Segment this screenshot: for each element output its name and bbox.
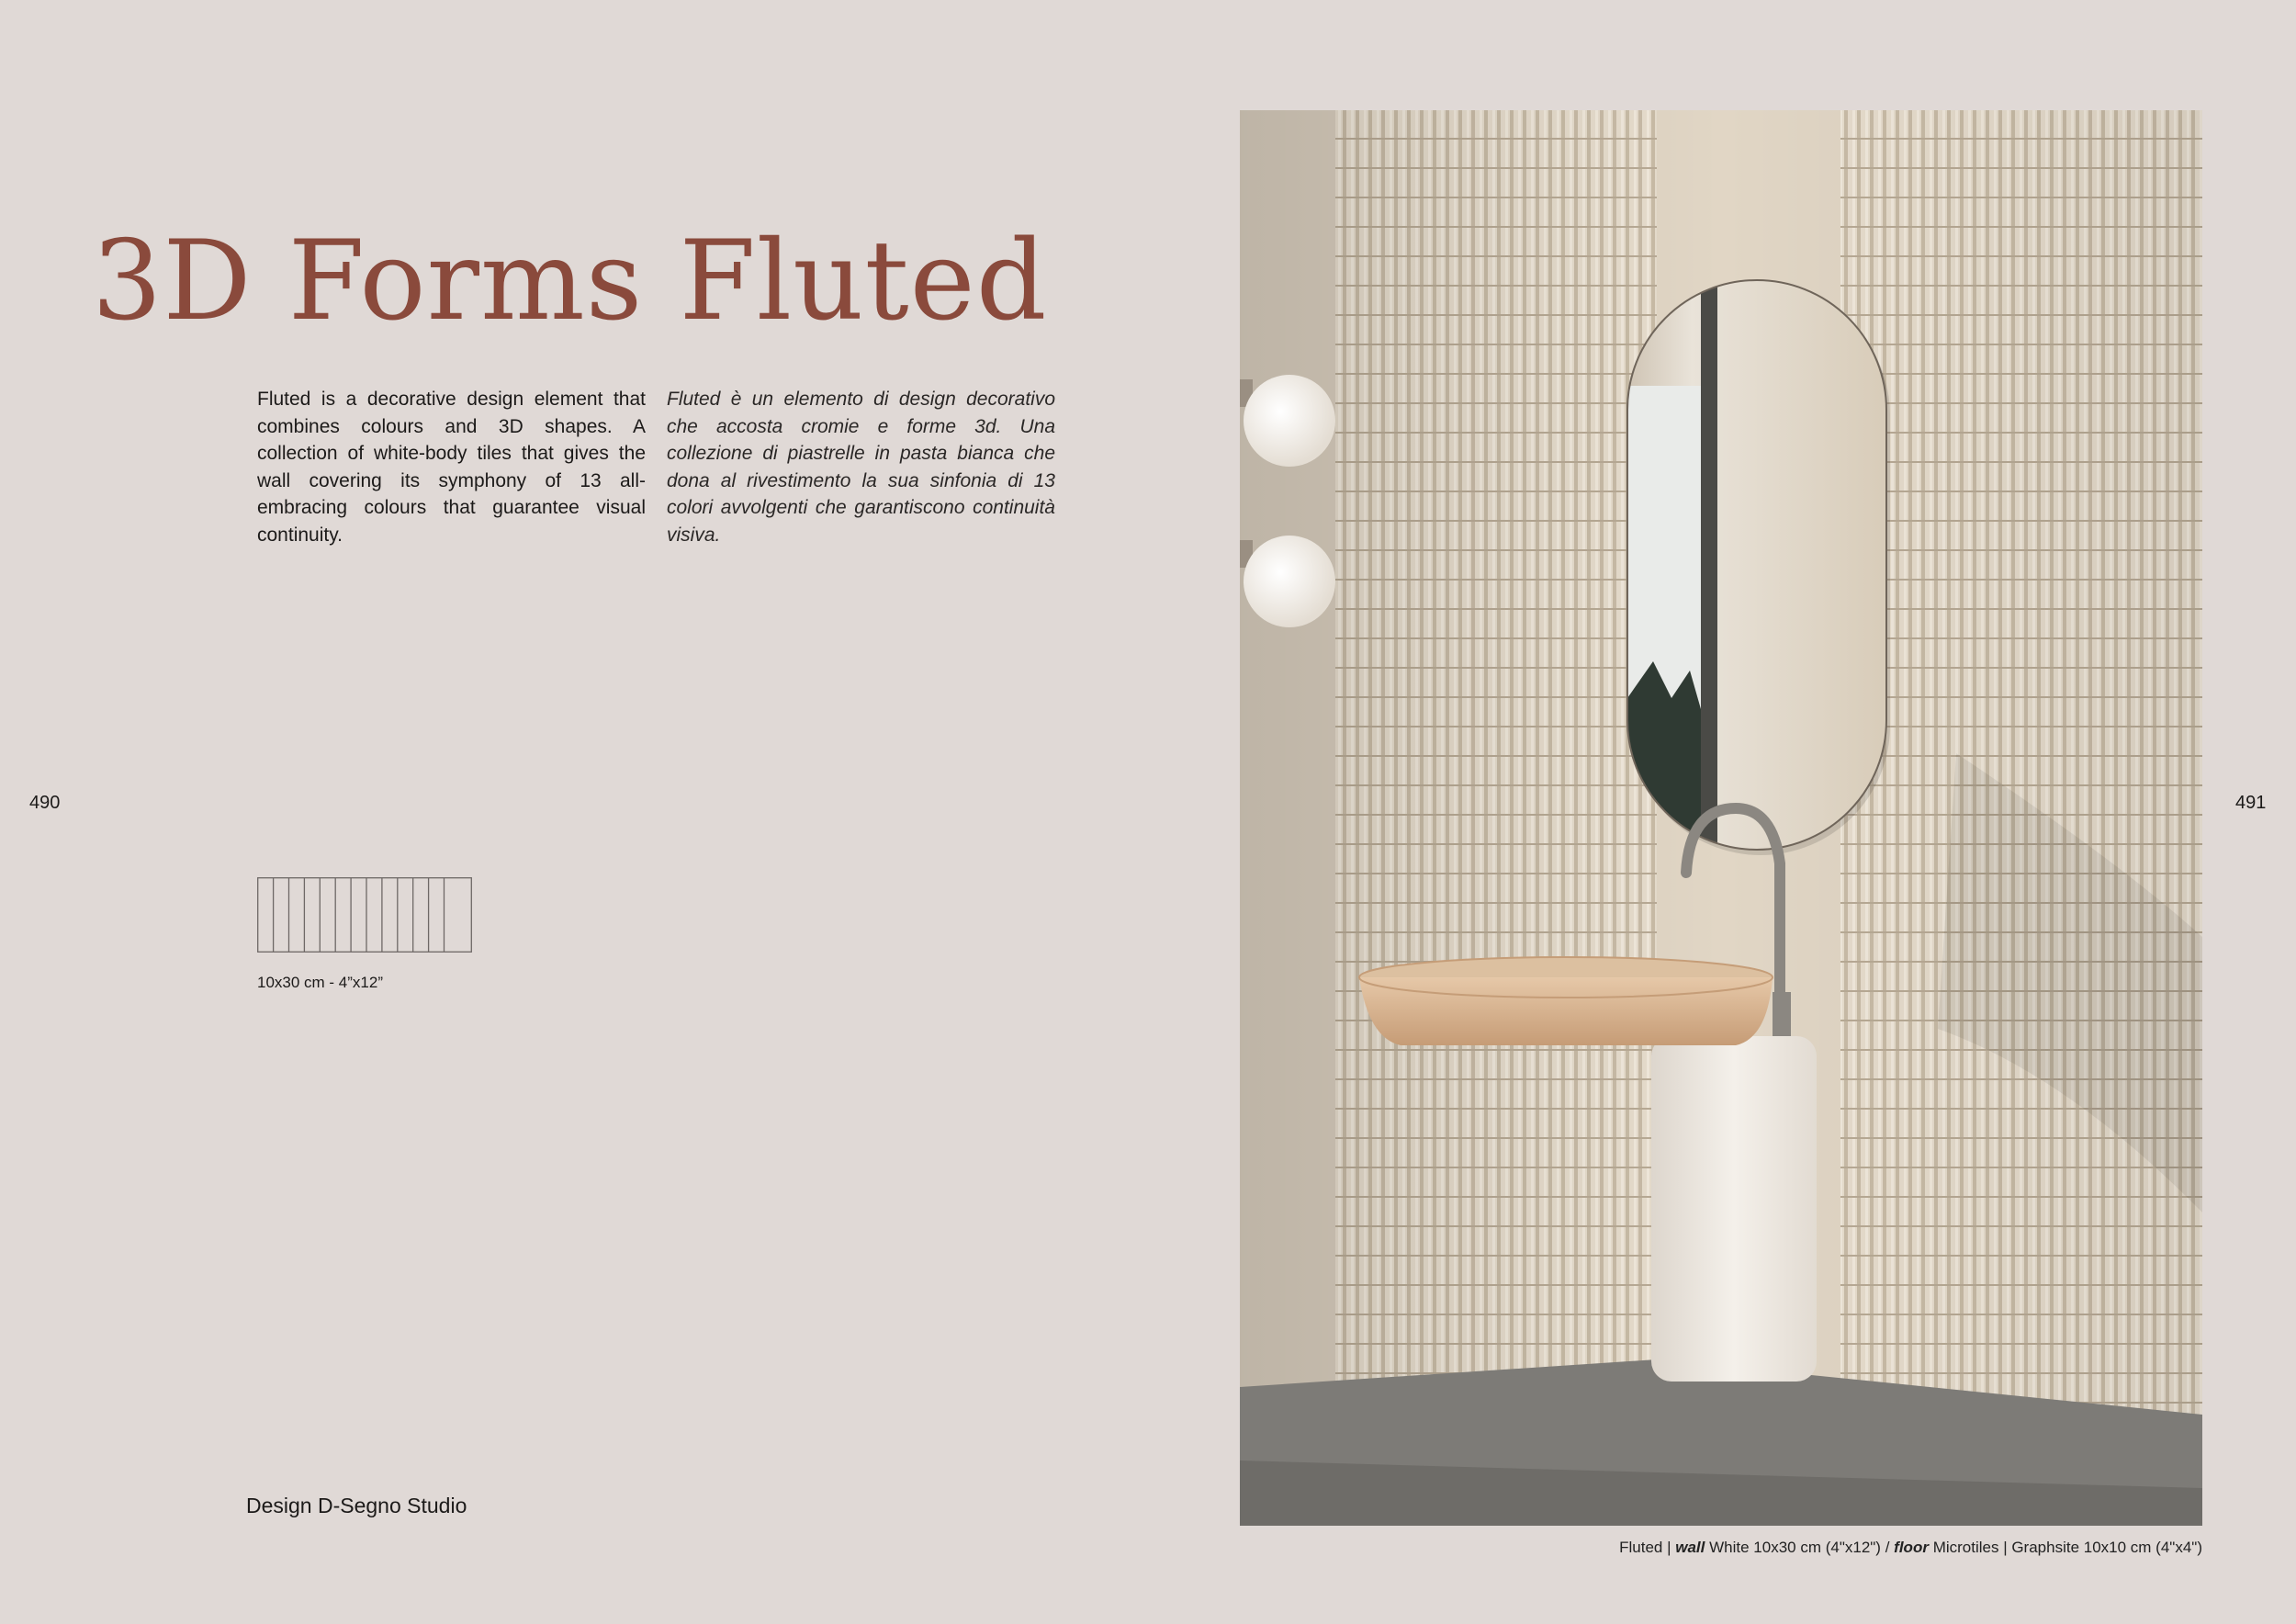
caption-separator: | bbox=[1667, 1539, 1671, 1556]
caption-separator: / bbox=[1885, 1539, 1890, 1556]
page-number-left: 490 bbox=[29, 793, 61, 813]
photo-caption bbox=[1619, 1539, 2202, 1557]
caption-floor-label: floor bbox=[1894, 1539, 1929, 1556]
fluted-tile-icon bbox=[257, 877, 472, 953]
caption-product: Fluted bbox=[1619, 1539, 1663, 1556]
description-italian: Fluted è un elemento di design decorativo che accosta cromie e forme 3d. Una collezione di piastrelle in pasta bianca che dona al rivestimento la sua sinfonia di 13 colori avvolgenti che garantiscono continuità visiva. bbox=[667, 389, 1055, 546]
page-number-right: 491 bbox=[2235, 793, 2267, 813]
caption-wall-label: wall bbox=[1675, 1539, 1705, 1556]
bathroom-photo bbox=[1240, 110, 2202, 1526]
caption-floor-value: Microtiles | Graphsite 10x10 cm (4"x4") bbox=[1932, 1539, 2202, 1556]
page-title: 3D Forms Fluted bbox=[92, 218, 1048, 345]
description-english: Fluted is a decorative design element that combines colours and 3D shapes. A collection of white-body tiles that gives the wall covering its symphony of 13 all-embracing colours that guarantee visual continuity. bbox=[257, 389, 646, 546]
caption-wall-value: White 10x30 cm (4"x12") bbox=[1709, 1539, 1881, 1556]
design-credit: Design D-Segno Studio bbox=[246, 1494, 467, 1517]
tile-size-label: 10x30 cm - 4”x12” bbox=[257, 974, 383, 991]
